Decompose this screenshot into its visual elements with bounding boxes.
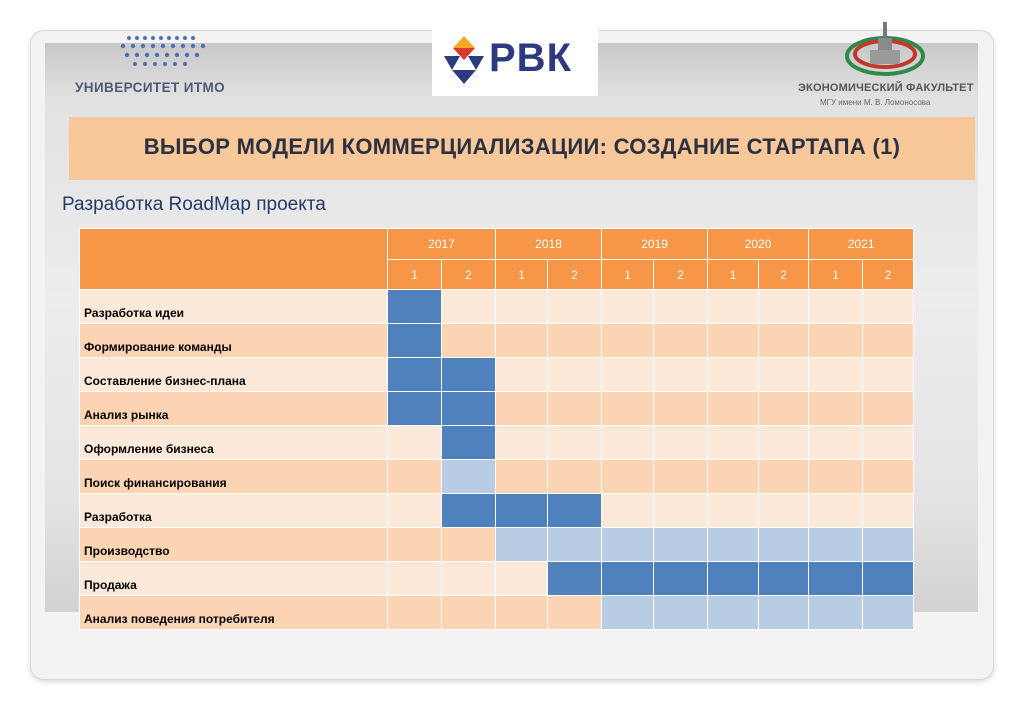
timeline-cell-planned [759,596,809,630]
timeline-cell [654,494,708,528]
timeline-cell [548,392,602,426]
timeline-cell [759,392,809,426]
year-header: 2021 [809,229,914,260]
header-corner [80,229,388,290]
timeline-cell [809,392,863,426]
timeline-cell [388,460,442,494]
timeline-cell [548,460,602,494]
timeline-cell [548,324,602,358]
table-row [80,562,914,596]
task-name: Производство [80,528,388,562]
timeline-cell-active [442,392,496,426]
half-year-header: 1 [496,260,548,290]
timeline-cell [548,358,602,392]
timeline-cell-active [442,426,496,460]
timeline-cell-active [442,358,496,392]
table-row [80,392,914,426]
year-header: 2017 [388,229,496,260]
timeline-cell-planned [548,528,602,562]
half-year-header: 1 [809,260,863,290]
timeline-cell-active [496,494,548,528]
timeline-cell [548,290,602,324]
timeline-cell [602,426,654,460]
timeline-cell-planned [708,596,759,630]
msu-logo [790,20,980,112]
table-row [80,494,914,528]
task-name: Анализ рынка [80,392,388,426]
timeline-cell [496,324,548,358]
half-year-header: 2 [548,260,602,290]
year-header: 2019 [602,229,708,260]
timeline-cell [708,392,759,426]
timeline-cell-active [654,562,708,596]
half-year-header: 1 [708,260,759,290]
timeline-cell-planned [809,528,863,562]
timeline-cell [708,494,759,528]
table-row [80,358,914,392]
timeline-cell [496,290,548,324]
timeline-cell [759,290,809,324]
timeline-cell [654,460,708,494]
table-row [80,528,914,562]
task-name: Продажа [80,562,388,596]
timeline-cell [809,290,863,324]
timeline-cell [496,460,548,494]
timeline-cell [863,358,914,392]
timeline-cell [863,460,914,494]
timeline-cell [863,494,914,528]
timeline-cell [388,596,442,630]
timeline-cell-active [388,290,442,324]
timeline-cell [602,324,654,358]
timeline-cell [708,290,759,324]
timeline-cell-active [708,562,759,596]
timeline-cell [708,324,759,358]
half-year-header: 1 [388,260,442,290]
timeline-cell [496,426,548,460]
timeline-cell [863,426,914,460]
timeline-cell [388,426,442,460]
timeline-cell [654,426,708,460]
itmo-dots-icon [115,30,215,72]
table-row [80,324,914,358]
timeline-cell [442,596,496,630]
timeline-cell-active [442,494,496,528]
timeline-cell [863,324,914,358]
timeline-cell-planned [442,460,496,494]
task-name: Формирование команды [80,324,388,358]
timeline-cell [809,324,863,358]
timeline-cell [708,460,759,494]
timeline-cell-planned [708,528,759,562]
timeline-cell-planned [809,596,863,630]
timeline-cell [496,596,548,630]
timeline-cell [442,562,496,596]
timeline-cell [759,324,809,358]
timeline-cell-active [548,494,602,528]
table-row [80,290,914,324]
timeline-cell-planned [496,528,548,562]
timeline-cell-planned [759,528,809,562]
task-name: Разработка [80,494,388,528]
half-year-header: 2 [442,260,496,290]
timeline-cell [388,562,442,596]
rvc-mark-icon [444,36,484,84]
timeline-cell [548,596,602,630]
timeline-cell [496,562,548,596]
page-title: ВЫБОР МОДЕЛИ КОММЕРЦИАЛИЗАЦИИ: СОЗДАНИЕ СТАРТАПА (1) [143,134,901,159]
year-header: 2020 [708,229,809,260]
half-year-header: 2 [759,260,809,290]
timeline-cell [759,358,809,392]
timeline-cell [602,290,654,324]
timeline-cell-active [809,562,863,596]
timeline-cell [602,358,654,392]
task-name: Анализ поведения потребителя [80,596,388,630]
timeline-cell [602,460,654,494]
timeline-cell [602,494,654,528]
table-row [80,460,914,494]
timeline-cell [442,324,496,358]
title-bar [69,117,975,180]
itmo-logo-text: УНИВЕРСИТЕТ ИТМО [75,80,226,95]
table-row [80,596,914,630]
task-name: Поиск финансирования [80,460,388,494]
msu-emblem-icon [840,20,930,80]
timeline-cell-planned [654,596,708,630]
timeline-cell-active [388,324,442,358]
timeline-cell-active [548,562,602,596]
timeline-cell-active [388,392,442,426]
page-subtitle: Разработка RoadMap проекта [62,194,326,215]
roadmap-table [79,228,914,630]
timeline-cell [863,290,914,324]
timeline-cell [809,460,863,494]
itmo-logo [75,30,255,100]
msu-logo-subtitle: МГУ имени М. В. Ломоносова [820,98,931,107]
timeline-cell [654,324,708,358]
timeline-cell [654,392,708,426]
year-header: 2018 [496,229,602,260]
timeline-cell [759,426,809,460]
half-year-header: 2 [654,260,708,290]
timeline-cell [442,290,496,324]
table-row [80,426,914,460]
timeline-cell [708,358,759,392]
timeline-cell [809,426,863,460]
timeline-cell [442,528,496,562]
task-name: Оформление бизнеса [80,426,388,460]
timeline-cell [602,392,654,426]
half-year-header: 2 [863,260,914,290]
timeline-cell [388,528,442,562]
header-row-years [80,229,914,260]
timeline-cell [759,460,809,494]
task-name: Составление бизнес-плана [80,358,388,392]
timeline-cell [863,392,914,426]
task-name: Разработка идеи [80,290,388,324]
rvc-logo [432,24,598,96]
timeline-cell [759,494,809,528]
timeline-cell [496,358,548,392]
timeline-cell-planned [602,596,654,630]
half-year-header: 1 [602,260,654,290]
timeline-cell [548,426,602,460]
timeline-cell [496,392,548,426]
timeline-cell [654,358,708,392]
timeline-cell-planned [602,528,654,562]
timeline-cell [388,494,442,528]
timeline-cell-active [863,562,914,596]
timeline-cell [809,494,863,528]
timeline-cell-active [759,562,809,596]
timeline-cell [654,290,708,324]
timeline-cell-active [388,358,442,392]
timeline-cell [809,358,863,392]
timeline-cell-planned [863,596,914,630]
timeline-cell-planned [863,528,914,562]
rvc-logo-text: РВК [489,36,572,80]
msu-logo-title: ЭКОНОМИЧЕСКИЙ ФАКУЛЬТЕТ [798,82,974,94]
timeline-cell-active [602,562,654,596]
timeline-cell-planned [654,528,708,562]
timeline-cell [708,426,759,460]
